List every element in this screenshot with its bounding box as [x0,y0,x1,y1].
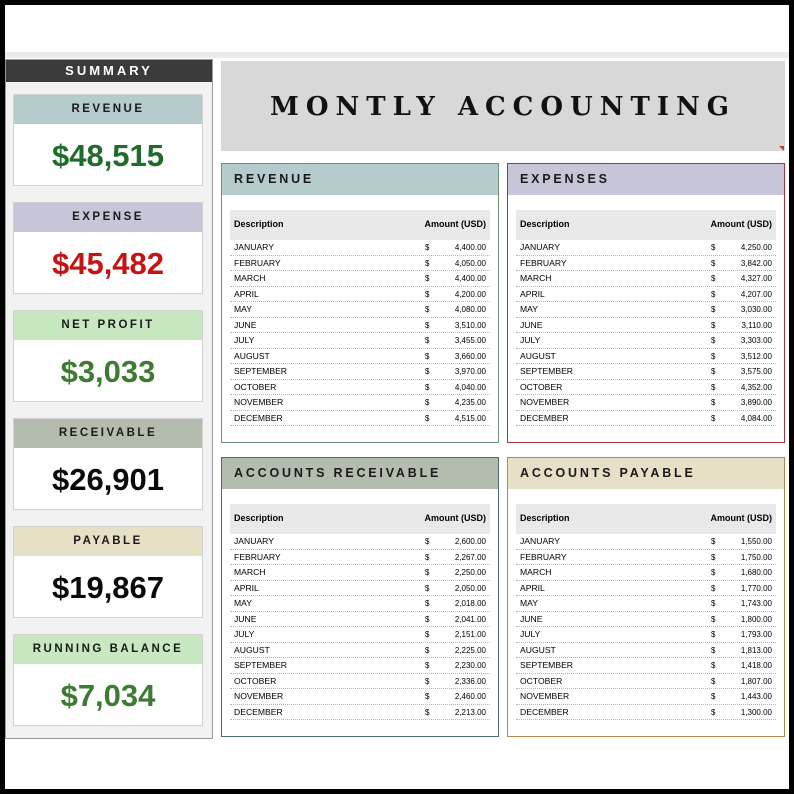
table-row [230,658,490,674]
currency-symbol: $ [711,568,716,577]
amount-cell: 4,400.00 [454,274,486,283]
month-cell: JANUARY [520,242,560,252]
expenses-panel [507,163,785,443]
card-label: RECEIVABLE [14,419,202,448]
table-row [516,411,776,427]
month-cell: JUNE [520,613,543,624]
table-row [230,411,490,427]
table-body [516,240,776,426]
card-label: EXPENSE [14,203,202,232]
amount-cell: 3,110.00 [741,320,772,330]
table-row [516,256,776,272]
page-title: MONTLY ACCOUNTING [270,92,736,122]
currency-symbol: $ [425,537,430,546]
table-row [230,380,490,396]
currency-symbol: $ [711,645,716,655]
summary-card-revenue [13,94,203,186]
amount-cell: 4,040.00 [454,382,486,392]
table-row [230,596,490,612]
currency-symbol: $ [711,305,716,314]
amount-cell: 4,327.00 [740,274,772,283]
currency-symbol: $ [425,568,430,577]
revenue-table [230,210,490,426]
currency-symbol: $ [425,552,430,562]
amount-cell: 4,080.00 [454,305,486,314]
month-cell: JULY [520,629,541,639]
currency-symbol: $ [711,676,716,686]
amount-cell: 3,303.00 [740,336,772,345]
amount-cell: 3,455.00 [454,336,486,345]
amount-cell: 2,230.00 [454,661,486,670]
amount-cell: 2,267.00 [454,552,486,562]
amount-cell: 1,770.00 [740,583,772,593]
table-row [230,256,490,272]
currency-symbol: $ [425,289,430,299]
currency-symbol: $ [425,274,430,283]
table-row [516,658,776,674]
currency-symbol: $ [425,382,430,392]
currency-symbol: $ [425,661,430,670]
table-row [230,349,490,365]
amount-header: Amount (USD) [710,219,772,229]
amount-cell: 2,213.00 [454,707,486,717]
currency-symbol: $ [711,583,716,593]
amount-cell: 1,300.00 [740,707,772,717]
amount-cell: 4,084.00 [740,413,772,423]
table-header [230,210,490,240]
currency-symbol: $ [425,351,430,361]
table-row [516,333,776,349]
receivable-table [230,504,490,720]
month-cell: DECEMBER [520,706,569,717]
currency-symbol: $ [711,351,716,361]
currency-symbol: $ [711,552,716,562]
currency-symbol: $ [711,274,716,283]
accounts-receivable-panel [221,457,499,737]
amount-cell: 4,515.00 [454,413,486,423]
amount-cell: 3,512.00 [740,351,772,361]
amount-cell: 2,250.00 [454,568,486,577]
month-cell: JANUARY [234,536,274,546]
currency-symbol: $ [711,630,716,639]
description-header: Description [234,513,284,523]
month-cell: SEPTEMBER [234,660,288,670]
table-row [230,627,490,643]
month-cell: MAY [234,304,252,314]
table-row [516,596,776,612]
table-row [516,581,776,597]
amount-cell: 4,400.00 [454,243,486,252]
amount-header: Amount (USD) [710,513,772,523]
currency-symbol: $ [711,599,716,608]
month-cell: JUNE [234,613,257,624]
table-header [516,504,776,534]
month-cell: AUGUST [520,350,556,361]
month-cell: MAY [234,598,252,608]
description-header: Description [520,219,570,229]
table-row [516,612,776,628]
table-row [516,287,776,303]
table-row [516,395,776,411]
table-row [516,550,776,566]
amount-cell: 1,793.00 [740,630,772,639]
currency-symbol: $ [711,692,716,701]
table-row [230,364,490,380]
table-row [230,534,490,550]
revenue-panel [221,163,499,443]
month-cell: NOVEMBER [234,691,284,701]
amount-cell: 2,336.00 [454,676,486,686]
card-value: $26,901 [51,462,165,497]
month-cell: MAY [520,304,538,314]
table-row [230,287,490,303]
table-row [516,565,776,581]
currency-symbol: $ [711,289,716,299]
month-cell: DECEMBER [234,412,283,423]
currency-symbol: $ [711,707,716,717]
month-cell: JANUARY [234,242,274,252]
amount-cell: 1,743.00 [740,599,772,608]
currency-symbol: $ [711,413,716,423]
page-frame [5,5,789,789]
month-cell: NOVEMBER [234,397,284,407]
currency-symbol: $ [425,413,430,423]
summary-sidebar [5,59,213,739]
table-row [230,581,490,597]
amount-cell: 1,418.00 [740,661,772,670]
amount-cell: 2,018.00 [454,599,486,608]
top-divider [5,52,789,58]
currency-symbol: $ [711,614,716,624]
summary-card-receivable [13,418,203,510]
amount-cell: 4,352.00 [740,382,772,392]
month-cell: MARCH [234,273,266,283]
month-cell: FEBRUARY [234,257,281,268]
amount-cell: 4,235.00 [454,398,486,407]
month-cell: AUGUST [520,644,556,655]
month-cell: DECEMBER [234,706,283,717]
table-row [516,627,776,643]
table-row [516,534,776,550]
amount-cell: 2,151.00 [454,630,486,639]
month-cell: SEPTEMBER [520,660,574,670]
amount-cell: 3,510.00 [454,320,486,330]
table-row [230,271,490,287]
summary-heading: SUMMARY [6,60,212,82]
amount-cell: 1,807.00 [740,676,772,686]
month-cell: JANUARY [520,536,560,546]
card-value: $48,515 [51,138,165,173]
table-row [516,240,776,256]
table-row [230,565,490,581]
month-cell: JULY [234,629,255,639]
description-header: Description [234,219,284,229]
currency-symbol: $ [425,645,430,655]
description-header: Description [520,513,570,523]
table-row [516,302,776,318]
amount-cell: 4,050.00 [454,258,486,268]
card-label: REVENUE [14,95,202,124]
amount-cell: 3,970.00 [454,367,486,376]
month-cell: OCTOBER [520,675,563,686]
currency-symbol: $ [711,537,716,546]
currency-symbol: $ [425,630,430,639]
currency-symbol: $ [711,336,716,345]
table-header [516,210,776,240]
currency-symbol: $ [711,258,716,268]
month-cell: FEBRUARY [234,551,281,562]
month-cell: FEBRUARY [520,257,567,268]
table-row [516,364,776,380]
currency-symbol: $ [711,243,716,252]
amount-cell: 3,660.00 [454,351,486,361]
card-label: NET PROFIT [14,311,202,340]
table-row [230,674,490,690]
month-cell: AUGUST [234,350,270,361]
currency-symbol: $ [425,398,430,407]
month-cell: AUGUST [234,644,270,655]
title-banner [221,61,785,151]
month-cell: MARCH [234,567,266,577]
summary-card-payable [13,526,203,618]
expenses-table [516,210,776,426]
amount-header: Amount (USD) [424,513,486,523]
currency-symbol: $ [425,676,430,686]
amount-cell: 3,575.00 [740,367,772,376]
accounts-payable-panel [507,457,785,737]
currency-symbol: $ [425,305,430,314]
card-value: $7,034 [60,678,156,713]
month-cell: APRIL [520,288,545,299]
amount-cell: 2,225.00 [454,645,486,655]
month-cell: FEBRUARY [520,551,567,562]
table-row [230,333,490,349]
amount-cell: 1,800.00 [740,614,772,624]
amount-cell: 2,600.00 [454,537,486,546]
amount-cell: 2,041.00 [454,614,486,624]
month-cell: OCTOBER [234,675,277,686]
table-row [516,349,776,365]
month-cell: JUNE [234,319,257,330]
month-cell: OCTOBER [520,381,563,392]
table-row [230,612,490,628]
amount-cell: 1,750.00 [740,552,772,562]
table-row [516,271,776,287]
panel-title: EXPENSES [508,164,784,195]
currency-symbol: $ [711,661,716,670]
currency-symbol: $ [425,243,430,252]
amount-cell: 1,813.00 [740,645,772,655]
table-row [230,705,490,721]
amount-header: Amount (USD) [424,219,486,229]
month-cell: MARCH [520,273,552,283]
month-cell: JULY [234,335,255,345]
month-cell: NOVEMBER [520,397,570,407]
amount-cell: 1,443.00 [740,692,772,701]
table-row [516,380,776,396]
amount-cell: 2,460.00 [454,692,486,701]
summary-card-running-balance [13,634,203,726]
currency-symbol: $ [425,599,430,608]
currency-symbol: $ [425,320,430,330]
amount-cell: 1,680.00 [740,568,772,577]
payable-table [516,504,776,720]
month-cell: SEPTEMBER [520,366,574,376]
currency-symbol: $ [425,692,430,701]
amount-cell: 4,250.00 [740,243,772,252]
card-label: PAYABLE [14,527,202,556]
table-row [516,674,776,690]
table-row [230,318,490,334]
summary-card-net-profit [13,310,203,402]
currency-symbol: $ [425,336,430,345]
card-value: $19,867 [51,570,165,605]
month-cell: JUNE [520,319,543,330]
month-cell: APRIL [520,582,545,593]
currency-symbol: $ [711,367,716,376]
month-cell: OCTOBER [234,381,277,392]
table-row [516,705,776,721]
panel-title: ACCOUNTS RECEIVABLE [222,458,498,489]
table-row [516,689,776,705]
table-body [516,534,776,720]
currency-symbol: $ [711,398,716,407]
amount-cell: 3,842.00 [740,258,772,268]
amount-cell: 4,200.00 [454,289,486,299]
month-cell: MARCH [520,567,552,577]
currency-symbol: $ [711,382,716,392]
table-row [230,395,490,411]
amount-cell: 1,550.00 [740,537,772,546]
summary-card-expense [13,202,203,294]
card-label: RUNNING BALANCE [14,635,202,664]
card-value: $3,033 [60,354,156,389]
amount-cell: 3,030.00 [740,305,772,314]
month-cell: JULY [520,335,541,345]
panel-title: REVENUE [222,164,498,195]
amount-cell: 2,050.00 [454,583,486,593]
currency-symbol: $ [425,583,430,593]
table-row [230,240,490,256]
currency-symbol: $ [425,367,430,376]
month-cell: DECEMBER [520,412,569,423]
month-cell: MAY [520,598,538,608]
table-header [230,504,490,534]
table-body [230,534,490,720]
table-row [230,643,490,659]
amount-cell: 4,207.00 [740,289,772,299]
table-row [230,302,490,318]
table-body [230,240,490,426]
table-row [516,643,776,659]
top-strip [5,5,789,52]
panel-title: ACCOUNTS PAYABLE [508,458,784,489]
month-cell: APRIL [234,582,259,593]
month-cell: APRIL [234,288,259,299]
table-row [230,689,490,705]
month-cell: SEPTEMBER [234,366,288,376]
currency-symbol: $ [425,258,430,268]
table-row [516,318,776,334]
currency-symbol: $ [425,614,430,624]
amount-cell: 3,890.00 [740,398,772,407]
card-value: $45,482 [51,246,165,281]
cell-comment-marker [779,146,784,151]
table-row [230,550,490,566]
month-cell: NOVEMBER [520,691,570,701]
currency-symbol: $ [711,320,716,330]
currency-symbol: $ [425,707,430,717]
